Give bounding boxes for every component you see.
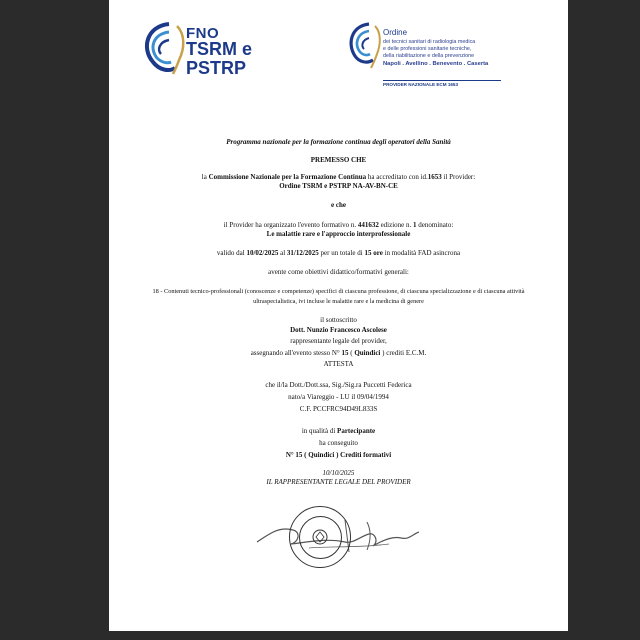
- text-span: al: [278, 249, 287, 257]
- quality-line: [109, 427, 568, 436]
- text-span: la: [201, 173, 209, 181]
- text-span: ha accreditato con id.: [366, 173, 428, 181]
- validity-hours: 15 ore: [364, 249, 383, 257]
- event-number: 441632: [357, 221, 379, 229]
- commission-line: [109, 173, 568, 182]
- event-line: [109, 221, 568, 230]
- logo-fno-text: FNO: [186, 25, 220, 42]
- stamp-emblem-icon: [311, 528, 329, 546]
- text-span: valido dal: [216, 249, 247, 257]
- legal-rep-label: IL RAPPRESENTANTE LEGALE DEL PROVIDER: [266, 478, 411, 486]
- validity-to: 31/12/2025: [286, 249, 319, 257]
- assign-line: [109, 349, 568, 358]
- fno-tsrm-logo-icon: [139, 18, 185, 76]
- validity-from: 10/02/2025: [246, 249, 279, 257]
- signer-role: rappresentante legale del provider,: [290, 337, 387, 345]
- birth-line: nato/a Viareggio - LU il 09/04/1994: [288, 393, 389, 401]
- text-span: il Provider ha organizzato l'evento formativo n.: [223, 221, 358, 229]
- text-span: in modalità: [382, 249, 419, 257]
- ordine-line-3: della riabilitazione e della prevenzione: [383, 53, 475, 59]
- text-span: il Provider:: [441, 173, 476, 181]
- text-span: assegnando all'evento stesso N°: [250, 349, 342, 357]
- validity-mode: FAD asincrona: [418, 249, 461, 257]
- sottoscritto: il sottoscritto: [320, 316, 357, 324]
- event-title: Le malattie rare e l'approccio interprofessionale: [266, 230, 411, 238]
- official-stamp: [289, 506, 351, 568]
- validity-line: [109, 249, 568, 258]
- text-span: ) crediti E.C.M.: [380, 349, 427, 357]
- assign-number: 15: [341, 349, 349, 357]
- conseguito-line: ha conseguito: [319, 439, 358, 447]
- ordine-cities: Napoli . Avellino . Benevento . Caserta: [383, 61, 489, 67]
- ordine-line-1: dei tecnici sanitari di radiologia medica: [383, 39, 476, 45]
- e-che: e che: [331, 201, 346, 209]
- quality-role: Partecipante: [337, 427, 376, 435]
- attesta-label: ATTESTA: [323, 360, 354, 368]
- signer-name: Dott. Nunzio Francesco Ascolese: [290, 326, 387, 334]
- assign-words: Quindici: [354, 349, 381, 357]
- event-edition: 1: [413, 221, 417, 229]
- logo-tsrm-text: TSRM e: [186, 39, 253, 59]
- issue-date: 10/10/2025: [322, 469, 355, 477]
- text-span: edizione n.: [378, 221, 414, 229]
- commission-name: Commissione Nazionale per la Formazione Continua: [208, 173, 367, 181]
- program-heading: Programma nazionale per la formazione continua degli operatori della Sanità: [226, 138, 451, 146]
- credits-line: N° 15 ( Quindici ) Crediti formativi: [285, 451, 392, 459]
- text-span: in qualità di: [301, 427, 338, 435]
- ordine-title: Ordine: [383, 28, 408, 37]
- premesso-heading: PREMESSO CHE: [310, 156, 367, 164]
- objectives-line-2: ultraspecialistica, ivi incluse le malattie rare e la medicina di genere: [253, 298, 424, 305]
- provider-name: Ordine TSRM e PSTRP NA-AV-BN-CE: [279, 182, 398, 190]
- text-span: (: [348, 349, 355, 357]
- text-span: denominato:: [416, 221, 454, 229]
- ordine-provider-label: PROVIDER NAZIONALE ECM 1653: [383, 80, 501, 87]
- objectives-line-1: 18 - Contenuti tecnico-professionali (conoscenze e competenze) specifici di ciascuna professione, di ciascuna specializzazione e di ciascuna attività: [152, 288, 525, 295]
- ordine-line-2: e delle professioni sanitarie tecniche,: [383, 46, 472, 52]
- commission-id: 1653: [427, 173, 442, 181]
- ordine-logo-icon: [345, 20, 381, 70]
- objectives-intro: avente come obiettivi didattico/formativi generali:: [268, 268, 409, 276]
- participant-line: che il/la Dott./Dott.ssa, Sig./Sig.ra Puccetti Federica: [265, 381, 412, 389]
- certificate-page: [109, 0, 568, 631]
- logo-pstrp-text: PSTRP: [186, 58, 247, 78]
- text-span: per un totale di: [318, 249, 365, 257]
- cf-line: C.F. PCCFRC94D49L833S: [299, 405, 378, 413]
